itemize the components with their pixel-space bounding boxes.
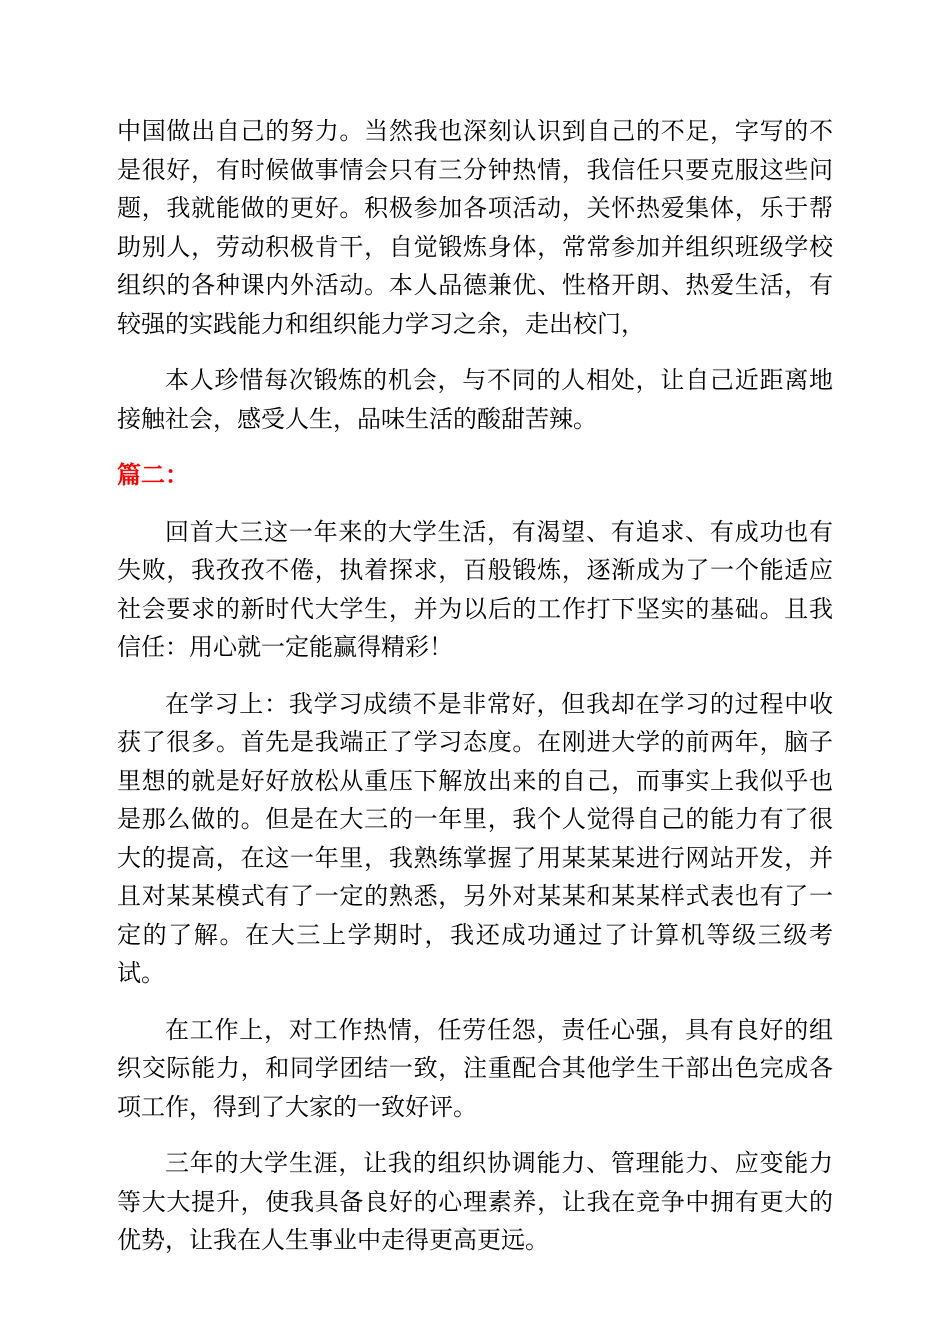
paragraph: 在学习上：我学习成绩不是非常好，但我却在学习的过程中收获了很多。首先是我端正了学习态度。在刚进大学的前两年，脑子里想的就是好好放松从重压下解放出来的自己，而事实上我似乎也是那么做的。但是在大三的一年里，我个人觉得自己的能力有了很大的提高，在这一年里，我熟练掌握了用某某某进行网站开发，并且对某某模式有了一定的熟悉，另外对某某和某某样式表也有了一定的了解。在大三上学期时，我还成功通过了计算机等级三级考试。 xyxy=(117,689,833,987)
paragraph: 三年的大学生涯，让我的组织协调能力、管理能力、应变能力等大大提升，使我具备良好的心理素养，让我在竞争中拥有更大的优势，让我在人生事业中走得更高更远。 xyxy=(117,1149,833,1254)
paragraph: 在工作上，对工作热情，任劳任怨，责任心强，具有良好的组织交际能力，和同学团结一致，注重配合其他学生干部出色完成各项工作，得到了大家的一致好评。 xyxy=(117,1015,833,1121)
paragraph-continued: 中国做出自己的努力。当然我也深刻认识到自己的不足，字写的不是很好，有时候做事情会只有三分钟热情，我信任只要克服这些问题，我就能做的更好。积极参加各项活动，关怀热爱集体，乐于帮助别人，劳动积极肯干，自觉锻炼身体，常常参加并组织班级学校组织的各种课内外活动。本人品德兼优、性格开朗、热爱生活，有较强的实践能力和组织能力学习之余，走出校门， xyxy=(117,117,833,338)
paragraph: 本人珍惜每次锻炼的机会，与不同的人相处，让自己近距离地接触社会，感受人生，品味生活的酸甜苦辣。 xyxy=(117,366,833,433)
document-body xyxy=(117,112,833,1278)
paragraph: 回首大三这一年来的大学生活，有渴望、有追求、有成功也有失败，我孜孜不倦，执着探求，百般锻炼，逐渐成为了一个能适应社会要求的新时代大学生，并为以后的工作打下坚实的基础。且我信任：用心就一定能赢得精彩！ xyxy=(117,517,833,661)
section-heading: 篇二： xyxy=(117,461,189,489)
